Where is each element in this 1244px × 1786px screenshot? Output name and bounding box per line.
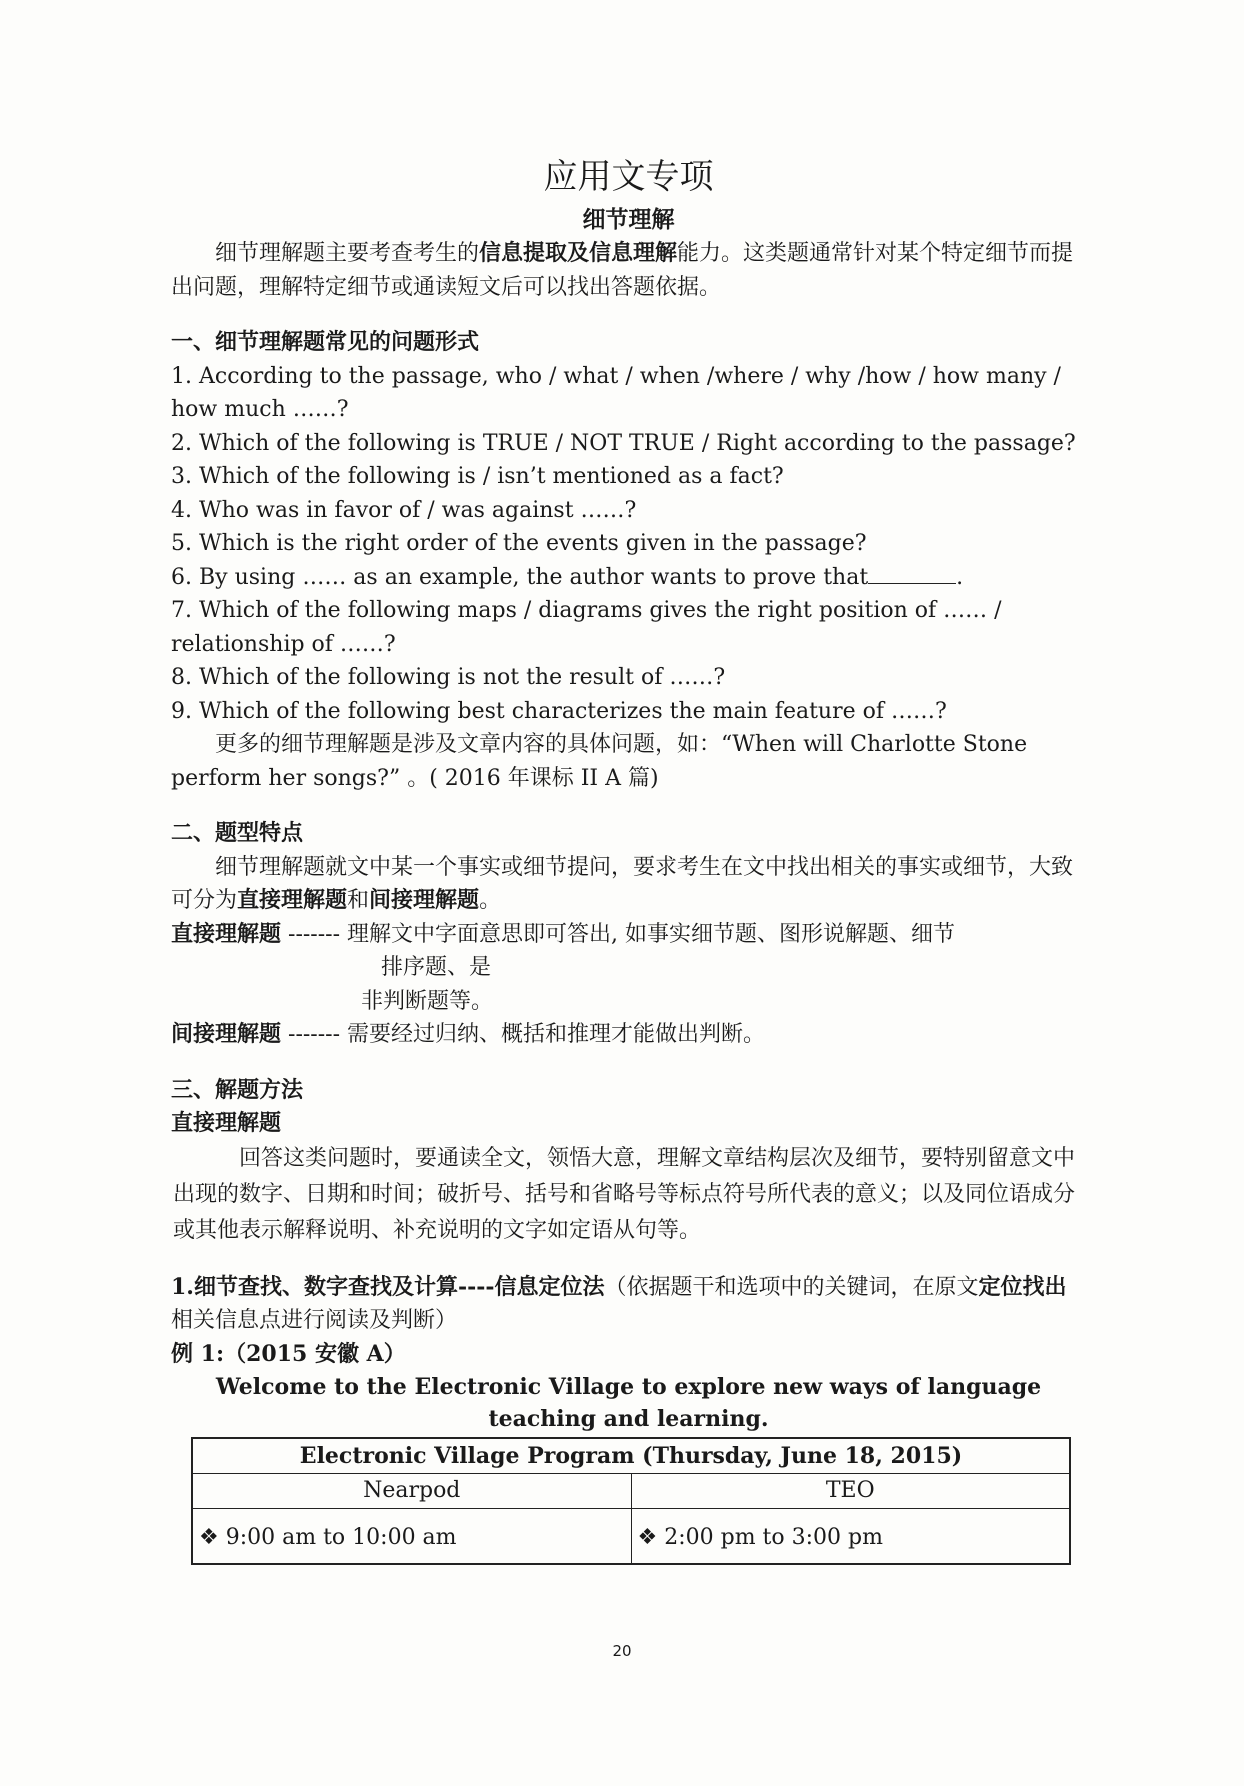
- page-number: 20: [612, 1642, 632, 1660]
- more-examples-paragraph: 更多的细节理解题是涉及文章内容的具体问题，如：“When will Charlotte Stone perform her songs?” 。( 2016 年课标 II A 篇): [171, 732, 1028, 791]
- indirect-definition: [171, 1018, 1086, 1052]
- section1-heading: 一、细节理解题常见的问题形式: [171, 329, 480, 355]
- features-end: 。: [479, 888, 502, 913]
- program-col-nearpod: Nearpod: [192, 1474, 631, 1509]
- item6-end: .: [956, 564, 964, 590]
- method-text2: 相关信息点进行阅读及判断）: [171, 1308, 458, 1333]
- section2-heading: 二、题型特点: [171, 820, 304, 846]
- intro-text-b: 能力。这类题通常针对某个特定细节而提出问题，理解特定细节或通读短文后可以找出答题依据。: [171, 241, 1074, 300]
- direct-description-cont2: 非判断题等。: [361, 988, 494, 1014]
- section3-heading: 三、解题方法: [171, 1076, 304, 1103]
- item6-text: 6. By using …… as an example, the author wants to prove that: [171, 564, 869, 590]
- question-form-item: 5. Which is the right order of the events given in the passage?: [171, 531, 867, 556]
- question-form-item-6: [171, 561, 1086, 595]
- features-mid: 和: [347, 888, 370, 913]
- program-time-teo: ❖ 2:00 pm to 3:00 pm: [631, 1509, 1070, 1565]
- intro-bold: 信息提取及信息理解: [479, 240, 678, 266]
- indirect-term: 间接理解题: [171, 1021, 282, 1047]
- method-title: [171, 1271, 1086, 1338]
- direct-description-cont: 排序题、是: [381, 955, 492, 980]
- program-col-teo: TEO: [631, 1474, 1070, 1509]
- page-content: [171, 155, 1086, 1565]
- indirect-term-inline: 间接理解题: [369, 887, 480, 913]
- question-form-item: 7. Which of the following maps / diagrams gives the right position of …… / relationship of ……?: [171, 598, 1002, 657]
- notice-heading: Welcome to the Electronic Village to explore new ways of language teaching and learning.: [215, 1374, 1042, 1432]
- question-form-item: 1. According to the passage, who / what / when /where / why /how / how many / how much ……?: [171, 363, 1061, 422]
- method-paragraph: 回答这类问题时，要通读全文，领悟大意，理解文章结构层次及细节，要特别留意文中出现的数字、日期和时间；破折号、括号和省略号等标点符号所代表的意义；以及同位语成分或其他表示解释说明、补充说明的文字如定语从句等。: [173, 1145, 1076, 1243]
- program-time-nearpod: ❖ 9:00 am to 10:00 am: [192, 1509, 631, 1565]
- question-form-item: 2. Which of the following is TRUE / NOT TRUE / Right according to the passage?: [171, 430, 1076, 456]
- page-subtitle: 细节理解: [582, 206, 675, 233]
- intro-text-a: 细节理解题主要考查考生的: [215, 241, 480, 266]
- answer-blank: [868, 565, 956, 584]
- indirect-description: 需要经过归纳、概括和推理才能做出判断。: [347, 1022, 766, 1047]
- direct-term-inline: 直接理解题: [237, 887, 348, 913]
- program-header: Electronic Village Program (Thursday, June 18, 2015): [192, 1438, 1070, 1474]
- features-text: 细节理解题就文中某一个事实或细节提问，要求考生在文中找出相关的事实或细节，大致可分为: [171, 854, 1074, 913]
- question-form-item: 4. Who was in favor of / was against ……?: [171, 497, 637, 523]
- direct-term: 直接理解题: [171, 920, 282, 947]
- question-form-item: 9. Which of the following best characterizes the main feature of ……?: [171, 698, 947, 724]
- program-table: [191, 1437, 1071, 1565]
- direct-separator: -------: [281, 921, 348, 947]
- section3-subheading: 直接理解题: [171, 1110, 282, 1136]
- intro-paragraph: [171, 237, 1086, 304]
- method-text: （依据题干和选项中的关键词，在原文: [604, 1274, 979, 1300]
- direct-description: 理解文中字面意思即可答出, 如事实细节题、图形说解题、细节: [347, 921, 956, 947]
- indirect-separator: -------: [281, 1022, 348, 1047]
- page-title: 应用文专项: [543, 157, 714, 197]
- features-paragraph: [171, 851, 1086, 918]
- direct-definition: [171, 918, 1086, 952]
- question-form-item: 8. Which of the following is not the result of ……?: [171, 665, 726, 690]
- example-label: 例 1:（2015 安徽 A）: [171, 1340, 406, 1367]
- method-bold: 1.细节查找、数字查找及计算----信息定位法: [171, 1273, 605, 1300]
- question-form-item: 3. Which of the following is / isn’t mentioned as a fact?: [171, 464, 784, 489]
- method-bold2: 定位找出: [978, 1273, 1067, 1300]
